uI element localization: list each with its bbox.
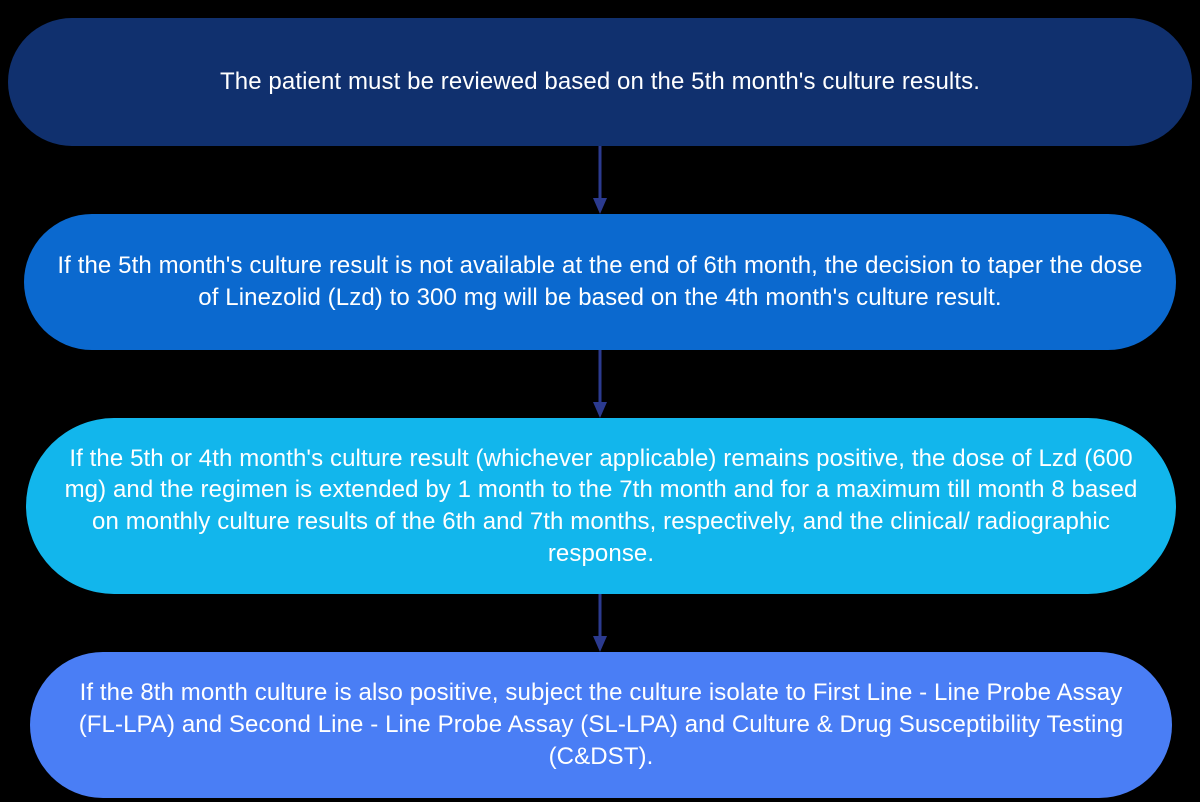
node-extension-step-label: If the 5th or 4th month's culture result (whichever applicable) remains positive, the dose of Lzd (600 mg) and the regimen is extended by 1 month to the 7th month and for a maximum till month 8 based on monthly culture results of the 6th and 7th months, respectively, and the clinical/ radiographic response. [64, 444, 1138, 567]
arrow-2-to-3 [588, 350, 612, 418]
node-review-step [8, 18, 1192, 146]
node-extension-step [26, 418, 1176, 594]
node-review-step-label: The patient must be reviewed based on the 5th month's culture results. [220, 68, 980, 96]
node-taper-decision-step [24, 214, 1176, 350]
node-lpa-testing-step-label: If the 8th month culture is also positive, subject the culture isolate to First Line - Line Probe Assay (FL-LPA) and Second Line - Line Probe Assay (SL-LPA) and Culture & Drug Susceptibility Testing (C&DST). [78, 679, 1124, 770]
arrow-3-to-4 [588, 594, 612, 652]
node-lpa-testing-step [30, 652, 1172, 798]
arrow-1-to-2 [588, 146, 612, 214]
node-taper-decision-step-label: If the 5th month's culture result is not available at the end of 6th month, the decision to taper the dose of Linezolid (Lzd) to 300 mg will be based on the 4th month's culture result. [57, 252, 1143, 311]
